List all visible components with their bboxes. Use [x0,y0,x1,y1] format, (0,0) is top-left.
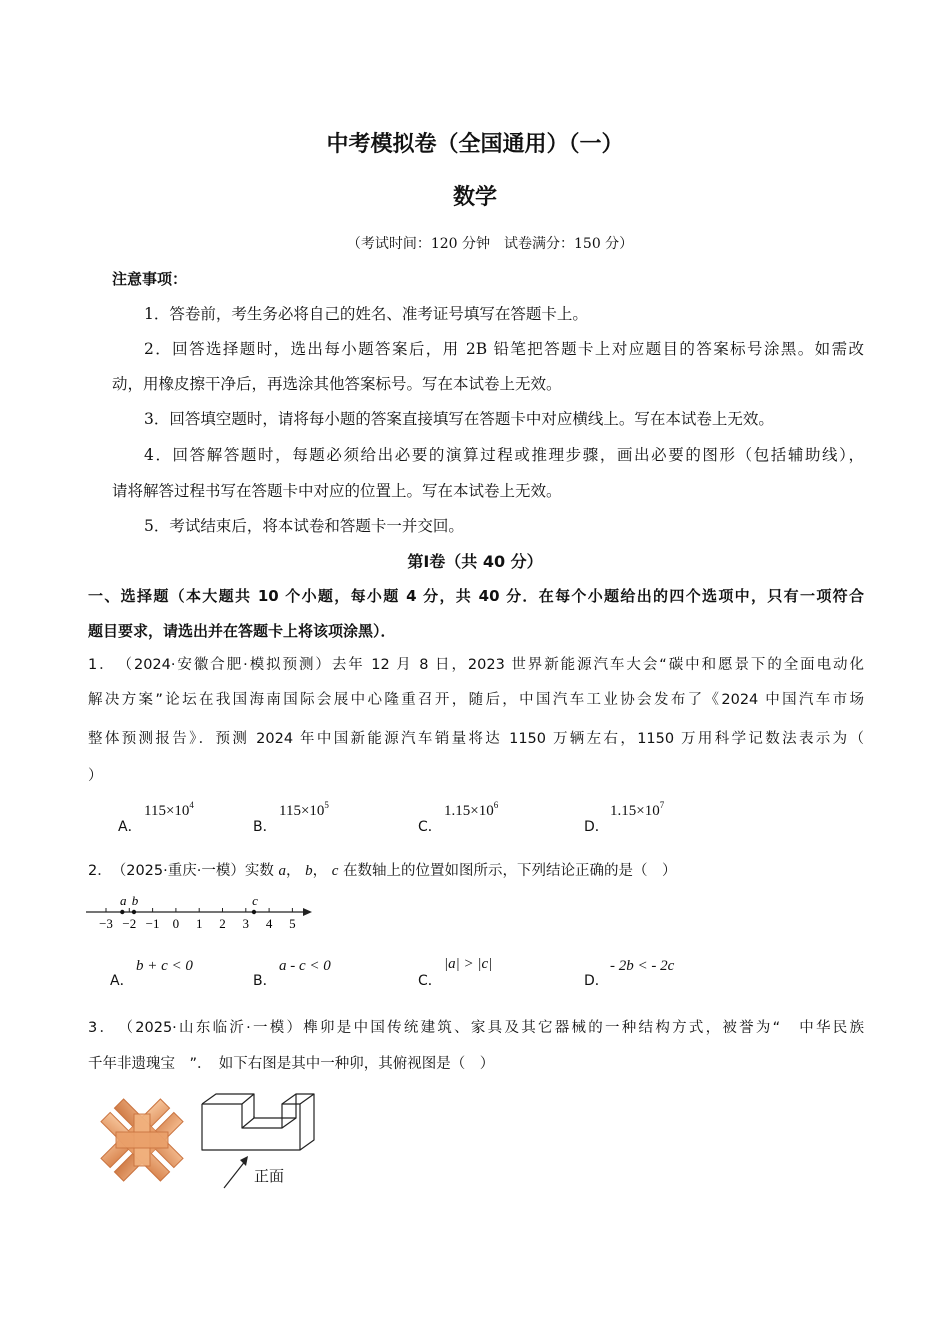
notice-item-3: 3．回答填空题时，请将每小题的答案直接填写在答题卡中对应横线上。写在本试卷上无效。 [144,410,774,428]
option-exponent: 6 [493,800,499,810]
number-line-tick-label: −3 [99,916,113,931]
section-instructions-line-2: 题目要求，请选出并在答题卡上将该项涂黑）． [88,622,396,640]
number-line-tick-label: −2 [122,916,137,931]
page-title: 中考模拟卷（全国通用）（一） [326,132,624,157]
var-b: b [305,863,313,879]
option-expr: - 2b < - 2c [610,958,675,974]
option-value: 1.15×10 [610,803,660,819]
number-line-tick-label: 4 [265,916,273,931]
option-exponent: 4 [189,800,194,810]
axis-arrow-icon [303,908,312,916]
option-expr: |a| > |c| [444,956,493,972]
q3-line-1: 3． （2025·山东临沂·一模）榫卯是中国传统建筑、家具及其它器械的一种结构方式，被誉为“ 中华民族 [88,1020,864,1036]
q1-line-2: 解决方案”论坛在我国海南国际会展中心隆重召开，随后，中国汽车工业协会发布了《2024 中国汽车市场 [88,692,864,708]
notice-item-1: 1．答卷前，考生务必将自己的姓名、准考证号填写在答题卡上。 [144,305,588,323]
number-line-point-label: a [120,893,127,908]
option-value: 1.15×10 [444,803,494,819]
option-expr: a - c < 0 [279,958,331,974]
option-value: 115×10 [279,803,325,819]
q1-line-3: 整体预测报告》．预测 2024 年中国新能源汽车销量将达 1150 万辆左右，1150 万用科学记数法表示为（ [88,731,864,747]
option-exponent: 7 [659,800,665,810]
option-label: C． [418,819,442,835]
number-line-tick-label: 2 [219,916,226,931]
option-expr: b + c < 0 [136,958,193,974]
q3-line-2: 千年非遗瑰宝 ”． 如下右图是其中一种卯，其俯视图是（ ） [88,1056,495,1072]
front-arrow [224,1160,246,1188]
number-line-point [132,910,136,914]
notice-item-5: 5．考试结束后，将本试卷和答题卡一并交回。 [144,517,464,535]
arrow-head-icon [240,1156,248,1166]
section-heading: 第Ⅰ卷（共 40 分） [407,552,543,571]
number-line-tick-label: 3 [242,916,250,931]
exam-info: （考试时间：120 分钟 试卷满分：150 分） [346,236,634,252]
subject-title: 数学 [452,185,497,210]
option-label: C． [418,973,442,989]
var-c: c [331,863,339,879]
number-line-tick-label: 0 [172,916,180,931]
option-label: B． [253,973,277,989]
option-label: D． [584,973,609,989]
number-line-point-label: c [252,893,258,908]
number-line-point-label: b [131,893,139,908]
q2-stem: 2． （2025·重庆·一模）实数 a， b， c 在数轴上的位置如图所示，下列结论正确的是（ ） [88,863,677,879]
option-label: A． [110,973,134,989]
number-line-tick-label: 1 [195,916,203,931]
var-a: a [278,863,286,879]
number-line [80,890,330,940]
notice-heading: 注意事项： [112,270,188,288]
number-line-tick-label: 5 [289,916,296,931]
notice-item-2-line-1: 2．回答选择题时，选出每小题答案后，用 2B 铅笔把答题卡上对应题目的答案标号涂黑。如需改 [144,340,864,358]
option-label: B． [253,819,277,835]
option-value: 115×10 [144,803,190,819]
section-instructions-line-1: 一、选择题（本大题共 10 个小题，每小题 4 分，共 40 分．在每个小题给出的四个选项中，只有一项符合 [88,587,864,605]
number-line-point [120,910,124,914]
number-line-point [252,910,256,914]
wooden-burr-puzzle-image [96,1094,188,1186]
q1-line-1: 1． （2024·安徽合肥·模拟预测）去年 12 月 8 日，2023 世界新能源汽车大会“碳中和愿景下的全面电动化 [88,657,864,673]
notice-item-2-line-2: 动，用橡皮擦干净后，再选涂其他答案标号。写在本试卷上无效。 [112,375,562,393]
q1-line-4: ） [88,768,103,784]
option-label: D． [584,819,609,835]
notice-item-4-line-1: 4．回答解答题时，每题必须给出必要的演算过程或推理步骤，画出必要的图形（包括辅助线）， [144,446,864,464]
option-label: A． [118,819,142,835]
option-exponent: 5 [324,800,329,810]
front-label: 正面 [254,1167,285,1185]
notice-item-4-line-2: 请将解答过程书写在答题卡中对应的位置上。写在本试卷上无效。 [112,482,562,500]
number-line-tick-label: −1 [145,916,160,931]
